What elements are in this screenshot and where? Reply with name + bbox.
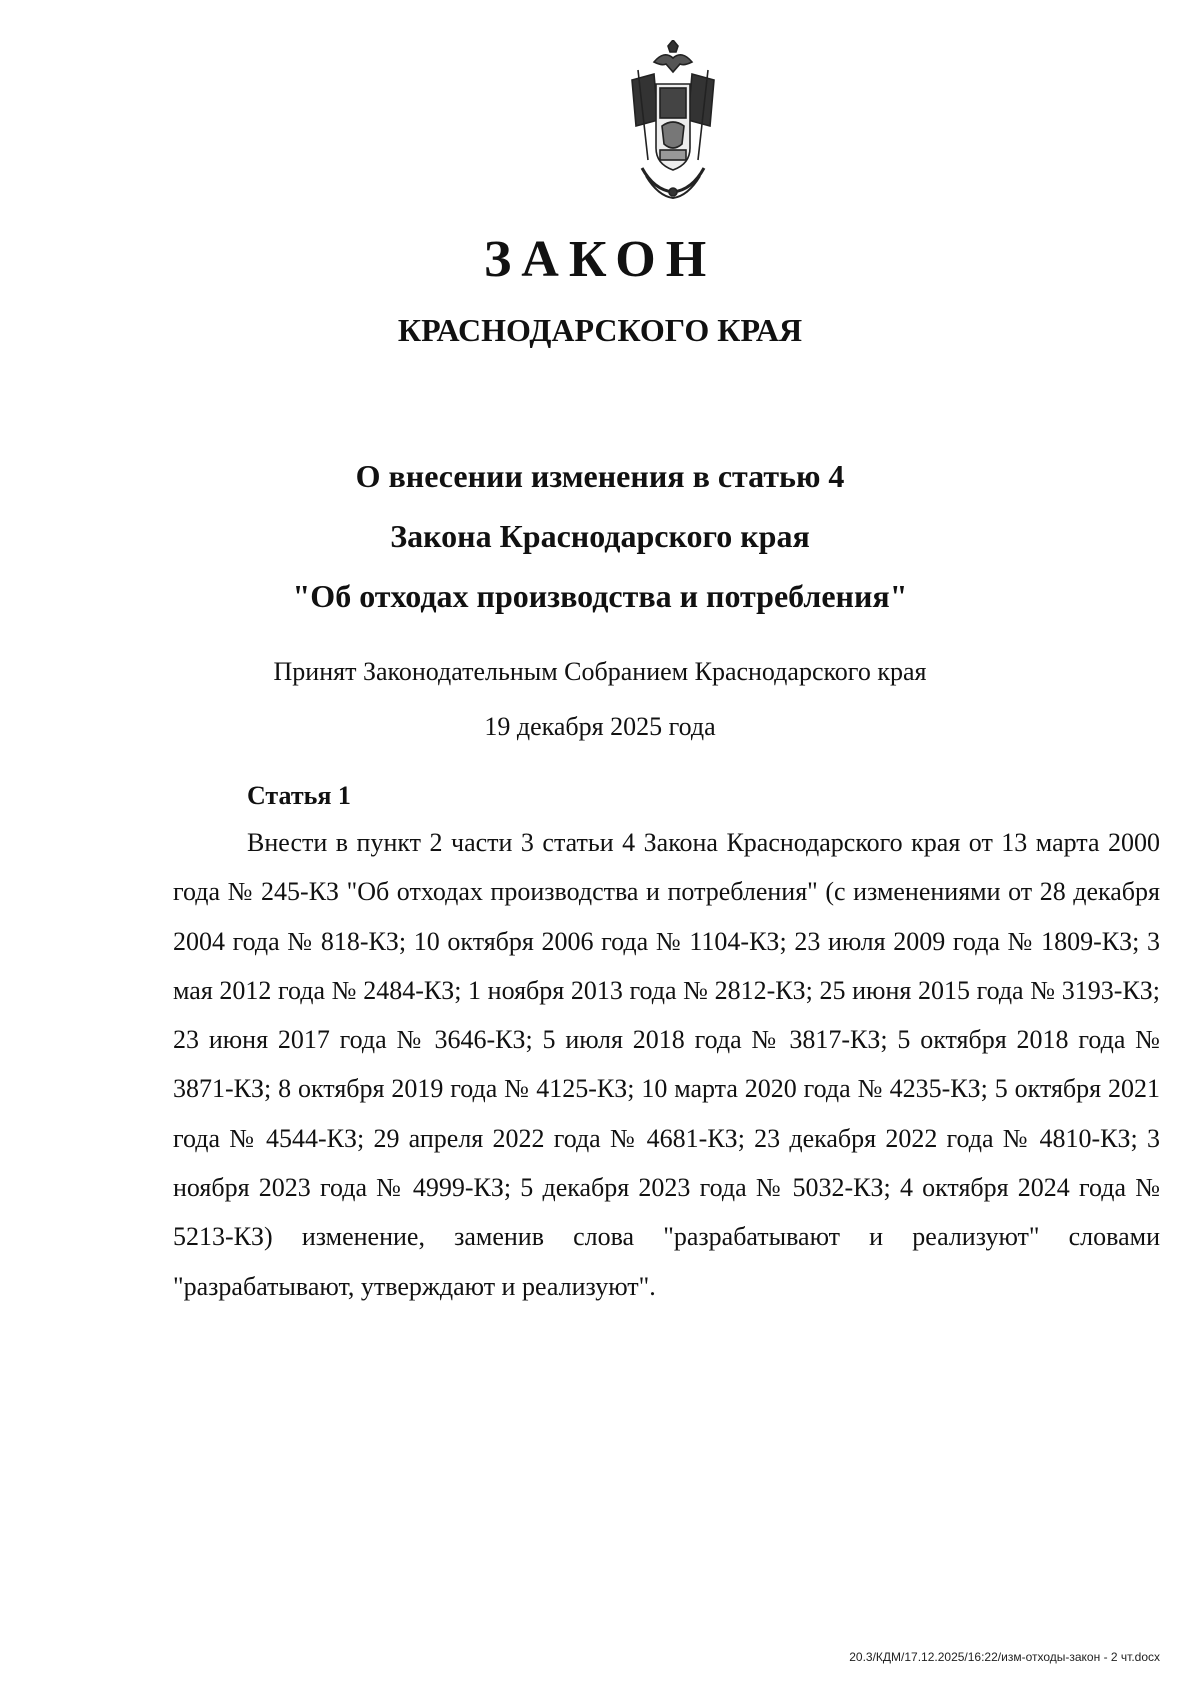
law-heading	[0, 446, 1200, 626]
document-region: КРАСНОДАРСКОГО КРАЯ	[397, 312, 803, 348]
file-footer: 20.3/КДМ/17.12.2025/16:22/изм-отходы-закон - 2 чт.docx	[849, 1650, 1160, 1664]
heading-line: Закона Краснодарского края	[390, 518, 810, 554]
article-title: Статья 1	[247, 781, 351, 810]
heading-line: "Об отходах производства и потребления"	[292, 578, 908, 614]
article-body	[173, 818, 1160, 1311]
coat-of-arms-icon	[624, 40, 722, 202]
document-title: ЗАКОН	[483, 231, 717, 288]
adoption-body: Принят Законодательным Собранием Краснодарского края	[273, 657, 927, 686]
heading-line: О внесении изменения в статью 4	[355, 458, 845, 494]
adoption-info	[0, 644, 1200, 754]
adoption-date: 19 декабря 2025 года	[484, 712, 716, 741]
article-paragraph: Внести в пункт 2 части 3 статьи 4 Закона Краснодарского края от 13 марта 2000 года № 245-КЗ "Об отходах производства и потребления" (с изменениями от 28 декабря 2004 года № 818-КЗ; 10 октября 2006 года № 1104-КЗ; 23 июля 2009 года № 1809-КЗ; 3 мая 2012 года № 2484-КЗ; 1 ноября 2013 года № 2812-КЗ; 25 июня 2015 года № 3193-КЗ; 23 июня 2017 года № 3646-КЗ; 5 июля 2018 года № 3817-КЗ; 5 октября 2018 года № 3871-КЗ; 8 октября 2019 года № 4125-КЗ; 10 марта 2020 года № 4235-КЗ; 5 октября 2021 года № 4544-КЗ; 29 апреля 2022 года № 4681-КЗ; 23 декабря 2022 года № 4810-КЗ; 3 ноября 2023 года № 4999-КЗ; 5 декабря 2023 года № 5032-КЗ; 4 октября 2024 года № 5213-КЗ) изменение, заменив слова "разрабатывают и реализуют" словами "разрабатывают, утверждают и реализуют".	[173, 828, 1160, 1301]
